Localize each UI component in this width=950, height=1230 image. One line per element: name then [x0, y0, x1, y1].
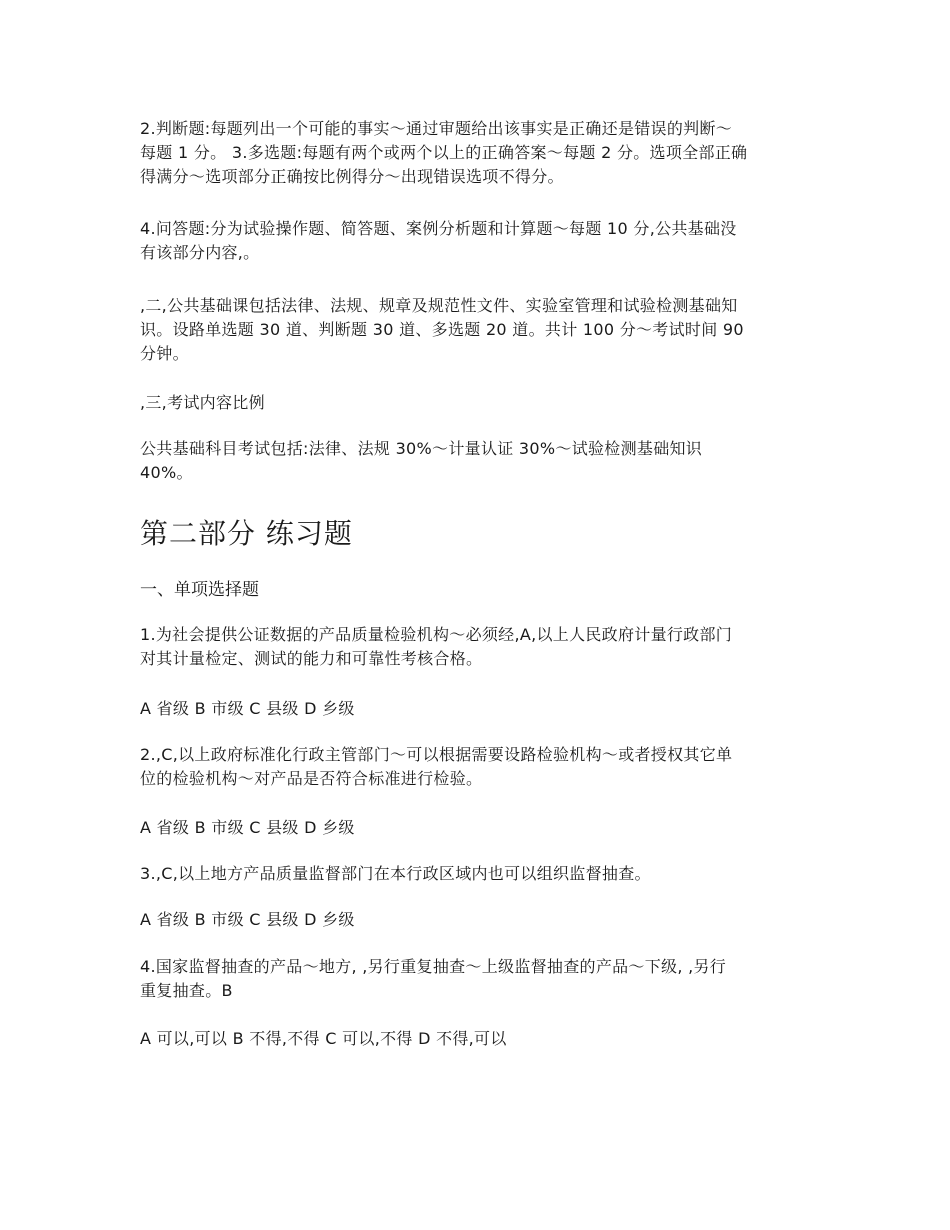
question-1-options [140, 697, 820, 721]
question-3 [140, 862, 820, 886]
section-title: 第二部分 练习题 [140, 517, 353, 550]
text-line: 得满分～选项部分正确按比例得分～出现错误选项不得分。 [140, 167, 564, 186]
text-line: 4.问答题:分为试验操作题、简答题、案例分析题和计算题～每题 10 分,公共基础没 [140, 219, 737, 238]
text-line: A 可以,可以 B 不得,不得 C 可以,不得 D 不得,可以 [140, 1029, 507, 1048]
text-line: 位的检验机构～对产品是否符合标准进行检验。 [140, 769, 483, 788]
text-line: 2.判断题:每题列出一个可能的事实～通过审题给出该事实是正确还是错误的判断～ [140, 119, 733, 138]
intro-paragraph-heading-ratio [140, 391, 820, 415]
text-line: 公共基础科目考试包括:法律、法规 30%～计量认证 30%～试验检测基础知识 [140, 439, 703, 458]
text-line: 每题 1 分。 3.多选题:每题有两个或两个以上的正确答案～每题 2 分。选项全部正确 [140, 143, 748, 162]
question-1 [140, 623, 820, 671]
text-line: 4.国家监督抽查的产品～地方, ,另行重复抽查～上级监督抽查的产品～下级, ,另行 [140, 957, 727, 976]
text-line: 有该部分内容,。 [140, 243, 260, 262]
text-line: A 省级 B 市级 C 县级 D 乡级 [140, 910, 355, 929]
question-2 [140, 743, 820, 791]
question-3-options [140, 908, 820, 932]
intro-paragraph-question-types [140, 117, 820, 189]
text-line: ,三,考试内容比例 [140, 393, 265, 412]
text-line: 对其计量检定、测试的能力和可靠性考核合格。 [140, 649, 483, 668]
question-4-options [140, 1027, 820, 1051]
text-line: 1.为社会提供公证数据的产品质量检验机构～必须经,A,以上人民政府计量行政部门 [140, 625, 733, 644]
text-line: 重复抽查。B [140, 981, 233, 1000]
intro-paragraph-ratio [140, 437, 820, 485]
question-2-options [140, 816, 820, 840]
intro-paragraph-essay [140, 217, 820, 265]
section-subtitle: 一、单项选择题 [140, 580, 259, 600]
text-line: A 省级 B 市级 C 县级 D 乡级 [140, 699, 355, 718]
question-4 [140, 955, 820, 1003]
text-line: ,二,公共基础课包括法律、法规、规章及规范性文件、实验室管理和试验检测基础知 [140, 296, 738, 315]
text-line: 识。设路单选题 30 道、判断题 30 道、多选题 20 道。共计 100 分～考试时间 90 [140, 320, 744, 339]
intro-paragraph-public-basics [140, 294, 820, 366]
text-line: 40%。 [140, 463, 193, 482]
text-line: A 省级 B 市级 C 县级 D 乡级 [140, 818, 355, 837]
text-line: 分钟。 [140, 344, 189, 363]
text-line: 3.,C,以上地方产品质量监督部门在本行政区域内也可以组织监督抽查。 [140, 864, 651, 883]
text-line: 2.,C,以上政府标准化行政主管部门～可以根据需要设路检验机构～或者授权其它单 [140, 745, 733, 764]
